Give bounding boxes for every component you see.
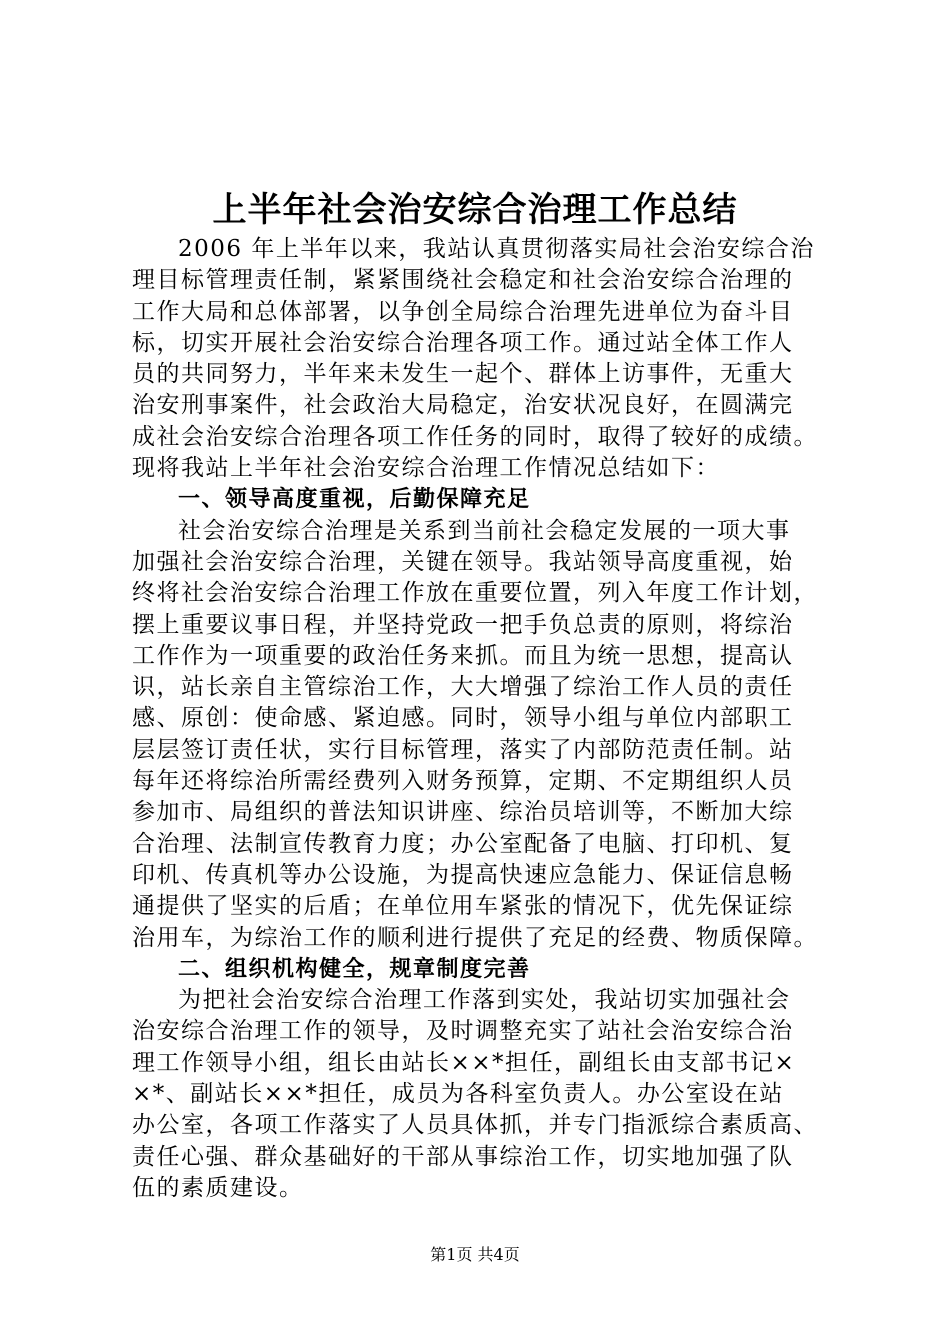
text-line: 社会治安综合治理是关系到当前社会稳定发展的一项大事 (178, 517, 791, 544)
text-line: 工作大局和总体部署，以争创全局综合治理先进单位为奋斗目 (132, 298, 794, 325)
text-line: 每年还将综治所需经费列入财务预算，定期、不定期组织人员 (132, 768, 794, 795)
text-line: 为把社会治安综合治理工作落到实处，我站切实加强社会 (178, 987, 791, 1014)
text-line: 通提供了坚实的后盾；在单位用车紧张的情况下，优先保证综 (132, 893, 794, 920)
text-line: 治安综合治理工作的领导，及时调整充实了站社会治安综合治 (132, 1018, 794, 1045)
text-line: 伍的素质建设。 (132, 1174, 304, 1201)
document-title: 上半年社会治安综合治理工作总结 (212, 190, 738, 230)
text-line: 责任心强、群众基础好的干部从事综治工作，切实地加强了队 (132, 1143, 794, 1170)
text-line: 参加市、局组织的普法知识讲座、综治员培训等，不断加大综 (132, 799, 794, 826)
text-line: 摆上重要议事日程，并坚持党政一把手负总责的原则，将综治 (132, 611, 794, 638)
text-line: 印机、传真机等办公设施，为提高快速应急能力、保证信息畅 (132, 861, 794, 888)
text-line: 终将社会治安综合治理工作放在重要位置，列入年度工作计划， (132, 580, 818, 607)
text-line: 办公室，各项工作落实了人员具体抓，并专门指派综合素质高、 (132, 1112, 818, 1139)
document-body (132, 234, 832, 1204)
section-heading: 二、组织机构健全，规章制度完善 (178, 956, 531, 982)
text-line: 理工作领导小组，组长由站长××*担任，副组长由支部书记× (132, 1049, 796, 1076)
text-line: 标，切实开展社会治安综合治理各项工作。通过站全体工作人 (132, 329, 794, 356)
text-line: 现将我站上半年社会治安综合治理工作情况总结如下： (132, 455, 720, 482)
text-line: 治用车，为综治工作的顺利进行提供了充足的经费、物质保障。 (132, 924, 818, 951)
text-line: 加强社会治安综合治理，关键在领导。我站领导高度重视，始 (132, 548, 794, 575)
text-line: 成社会治安综合治理各项工作任务的同时，取得了较好的成绩。 (132, 423, 818, 450)
text-line: 治安刑事案件，社会政治大局稳定，治安状况良好，在圆满完 (132, 392, 794, 419)
text-line: 层层签订责任状，实行目标管理，落实了内部防范责任制。站 (132, 736, 794, 763)
text-line: 识，站长亲自主管综治工作，大大增强了综治工作人员的责任 (132, 674, 794, 701)
text-line: ×*、副站长××*担任，成员为各科室负责人。办公室设在站 (132, 1081, 784, 1108)
text-line: 感、原创：使命感、紧迫感。同时，领导小组与单位内部职工 (132, 705, 794, 732)
text-line: 员的共同努力，半年来未发生一起个、群体上访事件，无重大 (132, 361, 794, 388)
text-line: 工作作为一项重要的政治任务来抓。而且为统一思想，提高认 (132, 642, 794, 669)
section-heading: 一、领导高度重视，后勤保障充足 (178, 487, 531, 513)
page-footer: 第1页 共4页 (430, 1245, 520, 1264)
text-line: 理目标管理责任制，紧紧围绕社会稳定和社会治安综合治理的 (132, 267, 794, 294)
text-line: 合治理、法制宣传教育力度；办公室配备了电脑、打印机、复 (132, 830, 794, 857)
text-line: 2006 年上半年以来，我站认真贯彻落实局社会治安综合治 (178, 236, 815, 262)
